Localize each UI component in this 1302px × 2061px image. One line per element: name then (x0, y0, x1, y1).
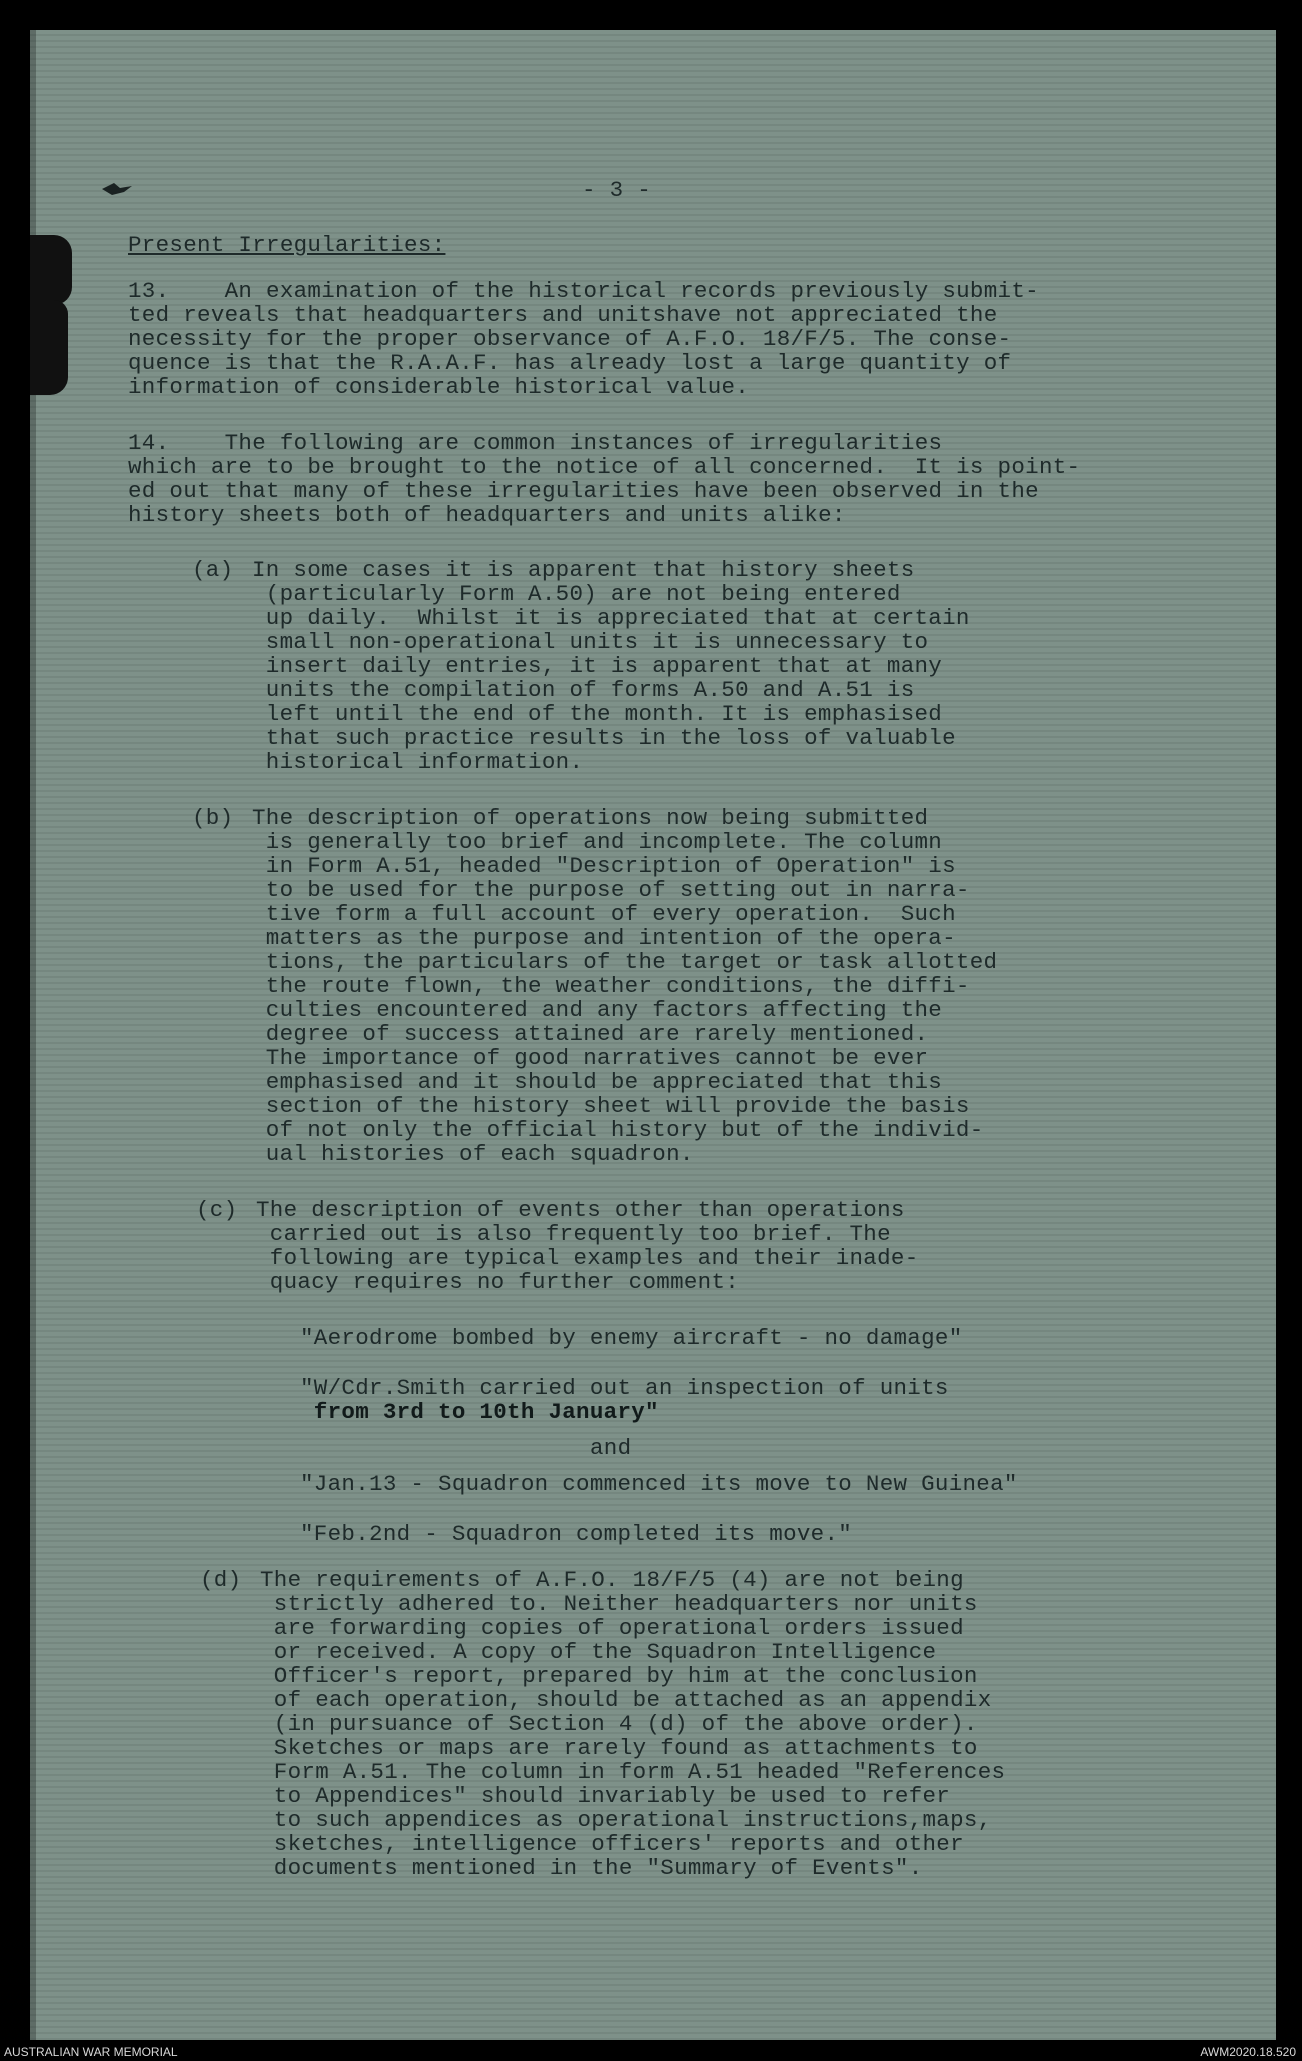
item-line: matters as the purpose and intention of the opera- (252, 925, 956, 951)
example-quote: "Jan.13 - Squadron commenced its move to New Guinea" (300, 1471, 1018, 1497)
item-line: left until the end of the month. It is emphasised (252, 701, 943, 727)
item-line: The description of events other than operations (256, 1197, 905, 1223)
example-quote: "Aerodrome bombed by enemy aircraft - no damage" (300, 1325, 963, 1351)
item-line: strictly adhered to. Neither headquarters nor units (260, 1591, 978, 1617)
section-heading: Present Irregularities: (128, 232, 446, 258)
item-line: to be used for the purpose of setting out in narra- (252, 877, 970, 903)
item-line: quacy requires no further comment: (256, 1269, 740, 1295)
item-line: of each operation, should be attached as an appendix (260, 1687, 992, 1713)
item-line: culties encountered and any factors affecting the (252, 997, 943, 1023)
item-line: section of the history sheet will provide the basis (252, 1093, 970, 1119)
item-line: Sketches or maps are rarely found as attachments to (260, 1735, 978, 1761)
item-line: units the compilation of forms A.50 and A.51 is (252, 677, 915, 703)
item-line: Officer's report, prepared by him at the conclusion (260, 1663, 978, 1689)
page-number: - 3 - (582, 177, 652, 203)
item-line: up daily. Whilst it is appreciated that at certain (252, 605, 970, 631)
item-line: The description of operations now being submitted (252, 805, 929, 831)
item-line: In some cases it is apparent that history sheets (252, 557, 915, 583)
item-line: Form A.51. The column in form A.51 headed "References (260, 1759, 1006, 1785)
footer-institution: AUSTRALIAN WAR MEMORIAL (4, 2045, 178, 2059)
item-line: documents mentioned in the "Summary of Events". (260, 1855, 923, 1881)
item-line: is generally too brief and incomplete. The column (252, 829, 943, 855)
item-line: (in pursuance of Section 4 (d) of the above order). (260, 1711, 978, 1737)
item-line: historical information. (252, 749, 584, 775)
item-line: or received. A copy of the Squadron Intelligence (260, 1639, 937, 1665)
item-line: The importance of good narratives cannot be ever (252, 1045, 929, 1071)
paragraph-line: necessity for the proper observance of A.F.O. 18/F/5. The conse- (128, 326, 1012, 352)
item-line: in Form A.51, headed "Description of Operation" is (252, 853, 956, 879)
item-line: tions, the particulars of the target or task allotted (252, 949, 998, 975)
item-line: insert daily entries, it is apparent that at many (252, 653, 943, 679)
paragraph-line: quence is that the R.A.A.F. has already lost a large quantity of (128, 350, 1012, 376)
item-line: degree of success attained are rarely mentioned. (252, 1021, 929, 1047)
item-line: (particularly Form A.50) are not being entered (252, 581, 901, 607)
conjunction-text: and (590, 1435, 632, 1461)
paragraph-line: ed out that many of these irregularities have been observed in the (128, 478, 1039, 504)
item-line: sketches, intelligence officers' reports and other (260, 1831, 964, 1857)
item-line: that such practice results in the loss of valuable (252, 725, 956, 751)
footer-catalogue-id: AWM2020.18.520 (1200, 2045, 1296, 2059)
item-line: The requirements of A.F.O. 18/F/5 (4) are not being (260, 1567, 964, 1593)
item-line: carried out is also frequently too brief. The (256, 1221, 891, 1247)
paragraph-line: which are to be brought to the notice of all concerned. It is point- (128, 454, 1081, 480)
item-line: the route flown, the weather conditions, the diffi- (252, 973, 970, 999)
item-label: (a) (192, 557, 234, 583)
paragraph-line: 14. The following are common instances of irregularities (128, 430, 943, 456)
example-quote: "W/Cdr.Smith carried out an inspection of units (300, 1375, 949, 1401)
item-line: to Appendices" should invariably be used to refer (260, 1783, 951, 1809)
binder-clip-top (30, 235, 72, 305)
item-label: (c) (196, 1197, 238, 1223)
document-page (30, 30, 1276, 2040)
example-quote: "Feb.2nd - Squadron completed its move." (300, 1521, 853, 1547)
item-line: following are typical examples and their inade- (256, 1245, 919, 1271)
item-line: small non-operational units it is unnecessary to (252, 629, 929, 655)
item-line: of not only the official history but of the individ- (252, 1117, 984, 1143)
paragraph-line: history sheets both of headquarters and units alike: (128, 502, 846, 528)
item-label: (d) (200, 1567, 242, 1593)
item-label: (b) (192, 805, 234, 831)
binder-clip-bottom (30, 300, 68, 395)
item-line: are forwarding copies of operational orders issued (260, 1615, 964, 1641)
paragraph-line: ted reveals that headquarters and unitshave not appreciated the (128, 302, 998, 328)
item-line: to such appendices as operational instructions,maps, (260, 1807, 992, 1833)
item-line: tive form a full account of every operation. Such (252, 901, 956, 927)
example-quote: from 3rd to 10th January" (300, 1399, 659, 1425)
paragraph-line: 13. An examination of the historical records previously submit- (128, 278, 1039, 304)
paragraph-line: information of considerable historical value. (128, 374, 750, 400)
ink-mark-icon (100, 180, 134, 198)
item-line: emphasised and it should be appreciated that this (252, 1069, 943, 1095)
item-line: ual histories of each squadron. (252, 1141, 694, 1167)
